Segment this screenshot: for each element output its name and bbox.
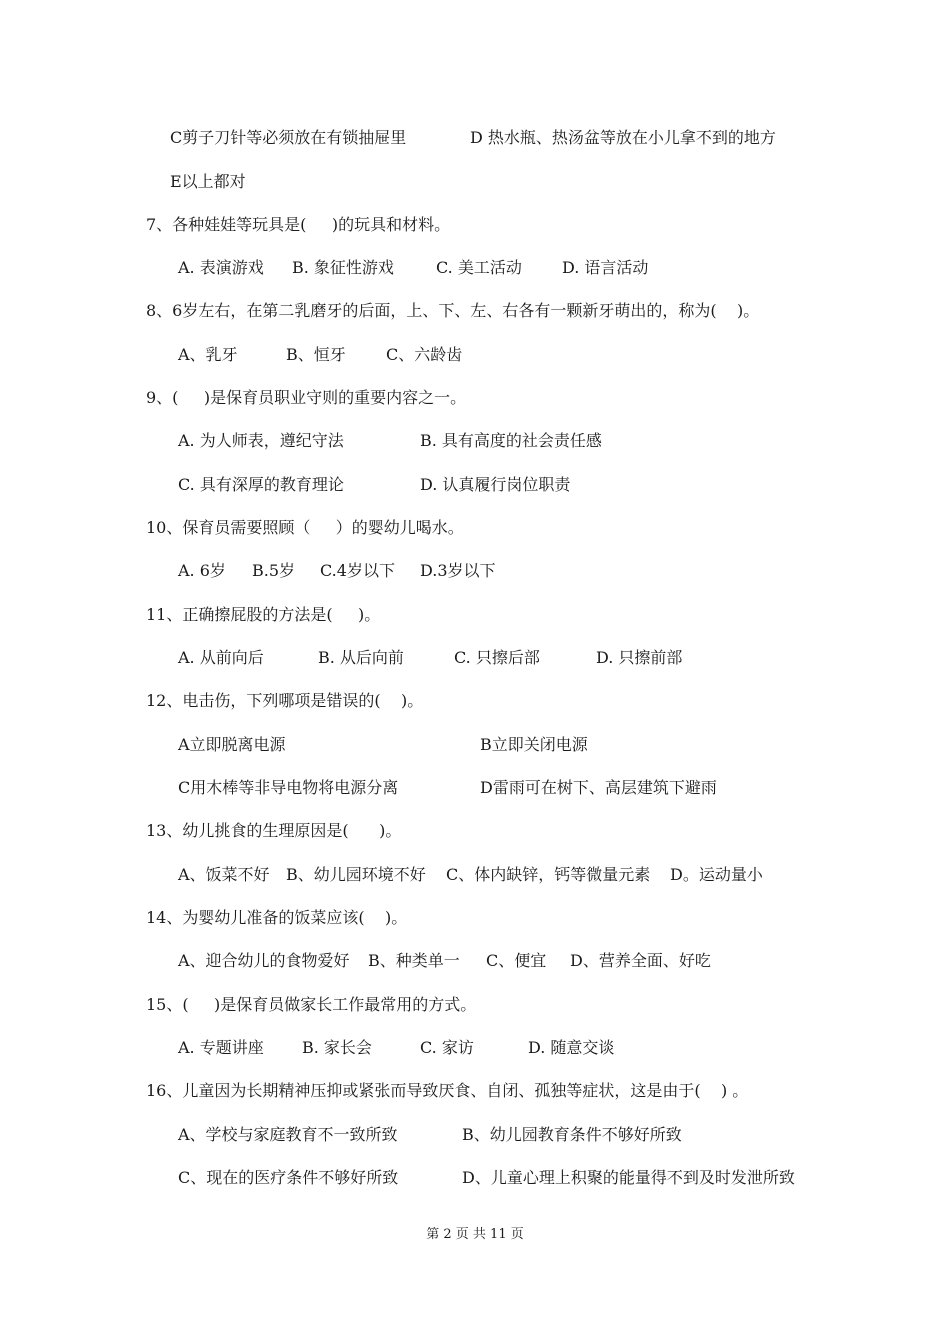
option: C、现在的医疗条件不够好所致	[178, 1168, 399, 1187]
option: B.5岁	[252, 561, 296, 580]
option: B. 具有高度的社会责任感	[420, 431, 602, 450]
option: D。运动量小	[670, 865, 763, 884]
option: A. 从前向后	[178, 648, 264, 667]
question-stem: 9、( )是保育员职业守则的重要内容之一。	[146, 388, 467, 407]
question-stem: 15、( )是保育员做家长工作最常用的方式。	[146, 995, 477, 1014]
option: A. 为人师表，遵纪守法	[178, 431, 344, 450]
option: D、营养全面、好吃	[570, 951, 711, 970]
option: B、幼儿园环境不好	[286, 865, 426, 884]
option: C.4岁以下	[320, 561, 395, 580]
option: B、种类单一	[368, 951, 460, 970]
option: C. 具有深厚的教育理论	[178, 475, 344, 494]
option: C用木棒等非导电物将电源分离	[178, 778, 399, 797]
option: B. 从后向前	[318, 648, 404, 667]
option: A. 表演游戏	[178, 258, 264, 277]
option: A立即脱离电源	[178, 735, 286, 754]
option: D. 随意交谈	[528, 1038, 615, 1057]
question-stem: 10、保育员需要照顾（ ）的婴幼儿喝水。	[146, 518, 464, 537]
question-stem: 14、为婴幼儿准备的饭菜应该( )。	[146, 908, 408, 927]
question-stem: 8、6岁左右，在第二乳磨牙的后面，上、下、左、右各有一颗新牙萌出的，称为( )。	[146, 301, 760, 320]
option: D雷雨可在树下、高层建筑下避雨	[480, 778, 717, 797]
question-stem: 12、电击伤，下列哪项是错误的( )。	[146, 691, 424, 710]
option: D. 只擦前部	[596, 648, 683, 667]
option: B、恒牙	[286, 345, 346, 364]
option: A. 专题讲座	[178, 1038, 264, 1057]
option: A、乳牙	[178, 345, 238, 364]
option: A、迎合幼儿的食物爱好	[178, 951, 350, 970]
option: C. 家访	[420, 1038, 474, 1057]
option: B. 家长会	[302, 1038, 372, 1057]
question-stem: 13、幼儿挑食的生理原因是( )。	[146, 821, 402, 840]
option: D. 认真履行岗位职责	[420, 475, 571, 494]
page-number-footer: 第 2 页 共 11 页	[426, 1227, 524, 1242]
option: D. 语言活动	[562, 258, 649, 277]
option: C、六龄齿	[386, 345, 463, 364]
option: B立即关闭电源	[480, 735, 588, 754]
option: B、幼儿园教育条件不够好所致	[462, 1125, 682, 1144]
option: B. 象征性游戏	[292, 258, 394, 277]
option: A. 6岁	[178, 561, 226, 580]
option: C. 只擦后部	[454, 648, 540, 667]
option: C、便宜	[486, 951, 547, 970]
question-stem: 11、正确擦屁股的方法是( )。	[146, 605, 381, 624]
option: D.3岁以下	[420, 561, 496, 580]
option-d: D 热水瓶、热汤盆等放在小儿拿不到的地方	[470, 128, 776, 147]
option: C. 美工活动	[436, 258, 522, 277]
option: A、学校与家庭教育不一致所致	[178, 1125, 398, 1144]
question-stem: 16、儿童因为长期精神压抑或紧张而导致厌食、自闭、孤独等症状，这是由于( ) 。	[146, 1081, 749, 1100]
option-e: E以上都对	[170, 172, 246, 191]
option-c: C剪子刀针等必须放在有锁抽屉里	[170, 128, 407, 147]
option: A、饭菜不好	[178, 865, 270, 884]
option: D、儿童心理上积聚的能量得不到及时发泄所致	[462, 1168, 795, 1187]
option: C、体内缺锌，钙等微量元素	[446, 865, 651, 884]
question-stem: 7、各种娃娃等玩具是( )的玩具和材料。	[146, 215, 451, 234]
